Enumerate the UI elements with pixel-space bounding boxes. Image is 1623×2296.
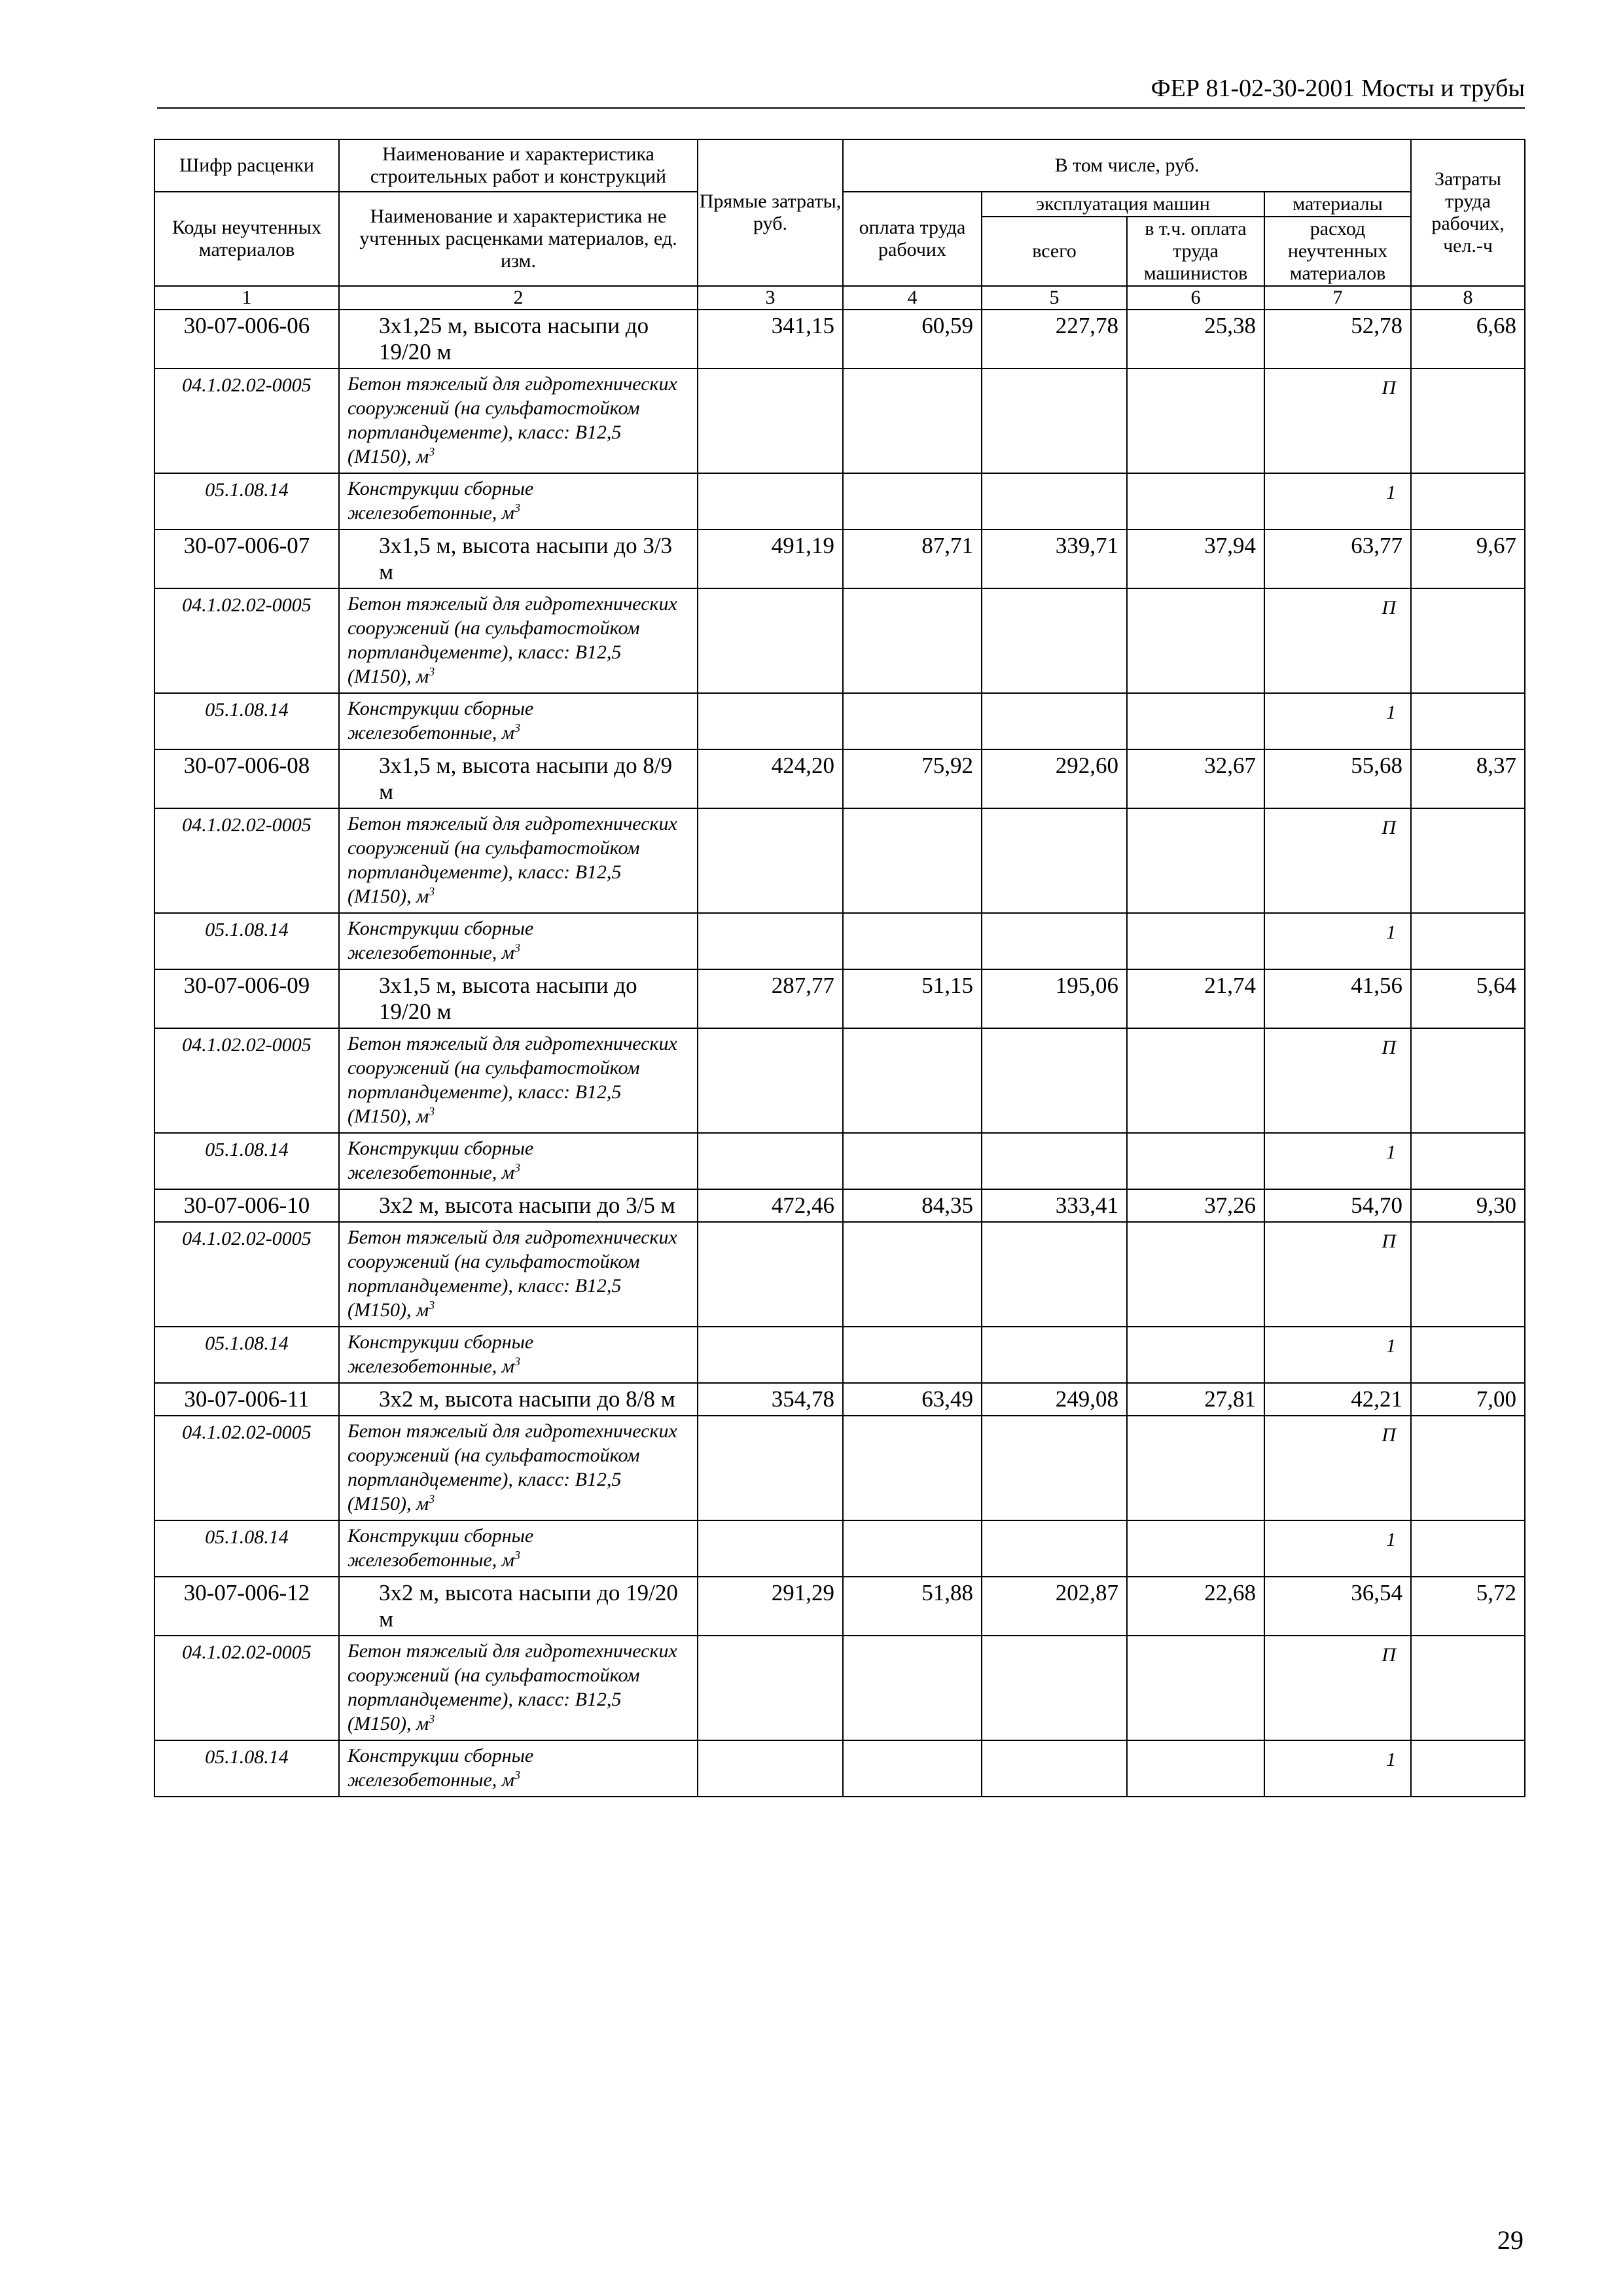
material-quantity: П <box>1264 368 1411 473</box>
material-row <box>154 913 1525 969</box>
materials-cost: 54,70 <box>1264 1189 1411 1222</box>
empty-cell <box>843 588 982 693</box>
empty-cell <box>698 1520 843 1577</box>
material-quantity: П <box>1264 1416 1411 1520</box>
empty-cell <box>1411 1740 1525 1797</box>
machinists-pay: 22,68 <box>1127 1577 1264 1636</box>
material-row <box>154 1520 1525 1577</box>
rate-code: 30-07-006-09 <box>154 969 339 1028</box>
material-code: 04.1.02.02-0005 <box>154 1636 339 1740</box>
empty-cell <box>698 1028 843 1133</box>
material-name-text: Конструкции сборные железобетонные, м <box>348 478 534 524</box>
labor-pay: 87,71 <box>843 529 982 588</box>
material-name <box>339 808 698 913</box>
material-code: 05.1.08.14 <box>154 1740 339 1797</box>
material-quantity: 1 <box>1264 1327 1411 1383</box>
machines-total: 333,41 <box>982 1189 1127 1222</box>
empty-cell <box>698 1327 843 1383</box>
material-name <box>339 588 698 693</box>
material-code: 05.1.08.14 <box>154 913 339 969</box>
empty-cell <box>698 1416 843 1520</box>
direct-costs: 291,29 <box>698 1577 843 1636</box>
empty-cell <box>843 368 982 473</box>
unit-power: 3 <box>514 1549 520 1562</box>
empty-cell <box>843 1416 982 1520</box>
material-row <box>154 1222 1525 1327</box>
table-row <box>154 529 1525 588</box>
unit-power: 3 <box>514 501 520 514</box>
rate-code: 30-07-006-07 <box>154 529 339 588</box>
header-labor-pay: оплата труда рабочих <box>843 192 982 286</box>
empty-cell <box>1411 1520 1525 1577</box>
material-row <box>154 473 1525 529</box>
column-number: 2 <box>339 286 698 310</box>
empty-cell <box>698 1222 843 1327</box>
empty-cell <box>1411 1636 1525 1740</box>
material-code: 05.1.08.14 <box>154 1133 339 1189</box>
unit-power: 3 <box>429 445 435 458</box>
work-name: 3х1,5 м, высота насыпи до 8/9 м <box>339 749 698 808</box>
empty-cell <box>982 1636 1127 1740</box>
table-row <box>154 969 1525 1028</box>
empty-cell <box>698 1133 843 1189</box>
header-materials: материалы <box>1264 192 1411 217</box>
empty-cell <box>843 1740 982 1797</box>
material-name <box>339 368 698 473</box>
machinists-pay: 37,94 <box>1127 529 1264 588</box>
direct-costs: 491,19 <box>698 529 843 588</box>
labor-pay: 60,59 <box>843 310 982 368</box>
labor-pay: 51,15 <box>843 969 982 1028</box>
rate-code: 30-07-006-08 <box>154 749 339 808</box>
unit-power: 3 <box>429 1492 435 1505</box>
material-code: 04.1.02.02-0005 <box>154 1028 339 1133</box>
material-code: 04.1.02.02-0005 <box>154 808 339 913</box>
empty-cell <box>1127 1520 1264 1577</box>
empty-cell <box>843 1222 982 1327</box>
machinists-pay: 37,26 <box>1127 1189 1264 1222</box>
materials-cost: 41,56 <box>1264 969 1411 1028</box>
material-quantity: 1 <box>1264 693 1411 749</box>
column-number: 8 <box>1411 286 1525 310</box>
empty-cell <box>1127 1327 1264 1383</box>
material-code: 04.1.02.02-0005 <box>154 368 339 473</box>
direct-costs: 354,78 <box>698 1383 843 1416</box>
empty-cell <box>1127 1028 1264 1133</box>
material-name-text: Конструкции сборные железобетонные, м <box>348 1331 534 1377</box>
material-code: 04.1.02.02-0005 <box>154 588 339 693</box>
header-in-total: В том числе, руб. <box>843 139 1411 192</box>
empty-cell <box>982 473 1127 529</box>
empty-cell <box>982 1133 1127 1189</box>
unit-power: 3 <box>514 1355 520 1368</box>
material-name <box>339 473 698 529</box>
header-machinists-pay: в т.ч. оплата труда машинистов <box>1127 217 1264 286</box>
material-name-text: Бетон тяжелый для гидротехнических сооружений (на сульфатостойком портландцементе), класс: В12,5 (М150), м <box>348 813 677 907</box>
empty-cell <box>1127 1222 1264 1327</box>
empty-cell <box>698 1636 843 1740</box>
column-number: 7 <box>1264 286 1411 310</box>
empty-cell <box>982 808 1127 913</box>
empty-cell <box>1411 1133 1525 1189</box>
empty-cell <box>843 473 982 529</box>
header-material-codes: Коды неучтенных материалов <box>154 192 339 286</box>
machinists-pay: 21,74 <box>1127 969 1264 1028</box>
rate-code: 30-07-006-06 <box>154 310 339 368</box>
empty-cell <box>698 693 843 749</box>
table-body <box>154 310 1525 1797</box>
material-row <box>154 1028 1525 1133</box>
machines-total: 202,87 <box>982 1577 1127 1636</box>
header-machines: эксплуатация машин <box>982 192 1264 217</box>
header-rate-code: Шифр расценки <box>154 139 339 192</box>
empty-cell <box>982 1740 1127 1797</box>
material-name-text: Бетон тяжелый для гидротехнических сооружений (на сульфатостойком портландцементе), класс: В12,5 (М150), м <box>348 593 677 687</box>
material-name-text: Конструкции сборные железобетонные, м <box>348 698 534 744</box>
material-name <box>339 693 698 749</box>
header-material-names: Наименование и характеристика не учтенных расценками материалов, ед. изм. <box>339 192 698 286</box>
material-quantity: 1 <box>1264 913 1411 969</box>
page-number: 29 <box>1497 2225 1524 2255</box>
material-name <box>339 913 698 969</box>
unit-power: 3 <box>514 1161 520 1174</box>
empty-cell <box>843 1636 982 1740</box>
material-name <box>339 1222 698 1327</box>
material-row <box>154 808 1525 913</box>
material-name-text: Бетон тяжелый для гидротехнических сооружений (на сульфатостойком портландцементе), класс: В12,5 (М150), м <box>348 373 677 467</box>
empty-cell <box>698 913 843 969</box>
empty-cell <box>843 1133 982 1189</box>
material-row <box>154 1416 1525 1520</box>
empty-cell <box>1411 1327 1525 1383</box>
material-name <box>339 1740 698 1797</box>
material-code: 04.1.02.02-0005 <box>154 1416 339 1520</box>
labor-pay: 51,88 <box>843 1577 982 1636</box>
empty-cell <box>1127 1416 1264 1520</box>
labor-hours: 5,64 <box>1411 969 1525 1028</box>
machines-total: 292,60 <box>982 749 1127 808</box>
materials-cost: 42,21 <box>1264 1383 1411 1416</box>
empty-cell <box>982 693 1127 749</box>
labor-pay: 84,35 <box>843 1189 982 1222</box>
page-header <box>157 73 1525 109</box>
labor-pay: 63,49 <box>843 1383 982 1416</box>
empty-cell <box>1411 1028 1525 1133</box>
empty-cell <box>1411 1416 1525 1520</box>
material-name-text: Бетон тяжелый для гидротехнических сооружений (на сульфатостойком портландцементе), класс: В12,5 (М150), м <box>348 1420 677 1515</box>
labor-hours: 8,37 <box>1411 749 1525 808</box>
labor-hours: 9,30 <box>1411 1189 1525 1222</box>
material-quantity: П <box>1264 1028 1411 1133</box>
empty-cell <box>1127 473 1264 529</box>
empty-cell <box>1411 693 1525 749</box>
material-name-text: Конструкции сборные железобетонные, м <box>348 1525 534 1571</box>
material-row <box>154 368 1525 473</box>
empty-cell <box>698 473 843 529</box>
header-labor-cost: Затраты труда рабочих, чел.-ч <box>1411 139 1525 286</box>
column-number: 3 <box>698 286 843 310</box>
direct-costs: 424,20 <box>698 749 843 808</box>
unit-power: 3 <box>514 721 520 734</box>
material-row <box>154 1636 1525 1740</box>
material-name <box>339 1520 698 1577</box>
material-row <box>154 1327 1525 1383</box>
empty-cell <box>698 808 843 913</box>
work-name: 3х2 м, высота насыпи до 19/20 м <box>339 1577 698 1636</box>
materials-cost: 63,77 <box>1264 529 1411 588</box>
header-materials-consumption: расход неучтенных материалов <box>1264 217 1411 286</box>
materials-cost: 55,68 <box>1264 749 1411 808</box>
material-row <box>154 588 1525 693</box>
material-code: 05.1.08.14 <box>154 693 339 749</box>
rate-code: 30-07-006-12 <box>154 1577 339 1636</box>
machinists-pay: 32,67 <box>1127 749 1264 808</box>
empty-cell <box>1127 913 1264 969</box>
material-name <box>339 1327 698 1383</box>
unit-power: 3 <box>429 885 435 898</box>
material-name-text: Бетон тяжелый для гидротехнических сооружений (на сульфатостойком портландцементе), класс: В12,5 (М150), м <box>348 1033 677 1127</box>
empty-cell <box>1127 808 1264 913</box>
material-quantity: П <box>1264 1222 1411 1327</box>
material-name <box>339 1028 698 1133</box>
material-quantity: 1 <box>1264 473 1411 529</box>
table-row <box>154 1383 1525 1416</box>
unit-power: 3 <box>429 665 435 678</box>
machinists-pay: 25,38 <box>1127 310 1264 368</box>
empty-cell <box>843 1327 982 1383</box>
rate-code: 30-07-006-10 <box>154 1189 339 1222</box>
empty-cell <box>982 368 1127 473</box>
machines-total: 339,71 <box>982 529 1127 588</box>
empty-cell <box>1127 1133 1264 1189</box>
labor-pay: 75,92 <box>843 749 982 808</box>
machinists-pay: 27,81 <box>1127 1383 1264 1416</box>
material-name-text: Конструкции сборные железобетонные, м <box>348 1138 534 1183</box>
material-quantity: 1 <box>1264 1520 1411 1577</box>
labor-hours: 9,67 <box>1411 529 1525 588</box>
table-row <box>154 1577 1525 1636</box>
work-name: 3х1,25 м, высота насыпи до 19/20 м <box>339 310 698 368</box>
unit-power: 3 <box>514 1768 520 1782</box>
empty-cell <box>1127 1636 1264 1740</box>
column-number: 6 <box>1127 286 1264 310</box>
empty-cell <box>843 1028 982 1133</box>
empty-cell <box>1127 693 1264 749</box>
table-row <box>154 749 1525 808</box>
material-name <box>339 1133 698 1189</box>
work-name: 3х1,5 м, высота насыпи до 3/3 м <box>339 529 698 588</box>
unit-power: 3 <box>429 1105 435 1118</box>
empty-cell <box>1411 913 1525 969</box>
empty-cell <box>982 1416 1127 1520</box>
machines-total: 249,08 <box>982 1383 1127 1416</box>
column-number: 1 <box>154 286 339 310</box>
empty-cell <box>1411 1222 1525 1327</box>
machines-total: 195,06 <box>982 969 1127 1028</box>
empty-cell <box>1127 588 1264 693</box>
labor-hours: 7,00 <box>1411 1383 1525 1416</box>
unit-power: 3 <box>429 1299 435 1312</box>
material-code: 04.1.02.02-0005 <box>154 1222 339 1327</box>
empty-cell <box>982 913 1127 969</box>
material-quantity: П <box>1264 588 1411 693</box>
material-row <box>154 1740 1525 1797</box>
materials-cost: 36,54 <box>1264 1577 1411 1636</box>
material-code: 05.1.08.14 <box>154 1327 339 1383</box>
rates-table <box>154 139 1525 1797</box>
work-name: 3х2 м, высота насыпи до 3/5 м <box>339 1189 698 1222</box>
header-work-name: Наименование и характеристика строительных работ и конструкций <box>339 139 698 192</box>
table-row <box>154 1189 1525 1222</box>
table-header <box>154 139 1525 310</box>
material-name-text: Конструкции сборные железобетонные, м <box>348 1745 534 1791</box>
materials-cost: 52,78 <box>1264 310 1411 368</box>
work-name: 3х1,5 м, высота насыпи до 19/20 м <box>339 969 698 1028</box>
empty-cell <box>1127 1740 1264 1797</box>
direct-costs: 472,46 <box>698 1189 843 1222</box>
material-row <box>154 693 1525 749</box>
empty-cell <box>843 693 982 749</box>
unit-power: 3 <box>514 941 520 954</box>
empty-cell <box>843 1520 982 1577</box>
empty-cell <box>982 1327 1127 1383</box>
material-name <box>339 1636 698 1740</box>
empty-cell <box>843 808 982 913</box>
material-code: 05.1.08.14 <box>154 473 339 529</box>
empty-cell <box>698 368 843 473</box>
empty-cell <box>698 588 843 693</box>
material-name-text: Бетон тяжелый для гидротехнических сооружений (на сульфатостойком портландцементе), класс: В12,5 (М150), м <box>348 1227 677 1321</box>
header-direct-costs: Прямые затраты, руб. <box>698 139 843 286</box>
column-number: 4 <box>843 286 982 310</box>
material-quantity: 1 <box>1264 1133 1411 1189</box>
empty-cell <box>1411 473 1525 529</box>
empty-cell <box>698 1740 843 1797</box>
work-name: 3х2 м, высота насыпи до 8/8 м <box>339 1383 698 1416</box>
material-name-text: Бетон тяжелый для гидротехнических сооружений (на сульфатостойком портландцементе), класс: В12,5 (М150), м <box>348 1640 677 1734</box>
column-number: 5 <box>982 286 1127 310</box>
machines-total: 227,78 <box>982 310 1127 368</box>
empty-cell <box>1127 368 1264 473</box>
material-name <box>339 1416 698 1520</box>
empty-cell <box>982 1222 1127 1327</box>
document-title: ФЕР 81-02-30-2001 Мосты и трубы <box>1150 75 1525 102</box>
empty-cell <box>1411 368 1525 473</box>
rate-code: 30-07-006-11 <box>154 1383 339 1416</box>
empty-cell <box>843 913 982 969</box>
direct-costs: 341,15 <box>698 310 843 368</box>
labor-hours: 5,72 <box>1411 1577 1525 1636</box>
empty-cell <box>1411 588 1525 693</box>
material-quantity: 1 <box>1264 1740 1411 1797</box>
material-row <box>154 1133 1525 1189</box>
table-row <box>154 310 1525 368</box>
empty-cell <box>982 588 1127 693</box>
labor-hours: 6,68 <box>1411 310 1525 368</box>
direct-costs: 287,77 <box>698 969 843 1028</box>
empty-cell <box>982 1028 1127 1133</box>
material-code: 05.1.08.14 <box>154 1520 339 1577</box>
empty-cell <box>1411 808 1525 913</box>
material-quantity: П <box>1264 808 1411 913</box>
empty-cell <box>982 1520 1127 1577</box>
material-name-text: Конструкции сборные железобетонные, м <box>348 918 534 963</box>
unit-power: 3 <box>429 1712 435 1725</box>
header-machines-total: всего <box>982 217 1127 286</box>
material-quantity: П <box>1264 1636 1411 1740</box>
